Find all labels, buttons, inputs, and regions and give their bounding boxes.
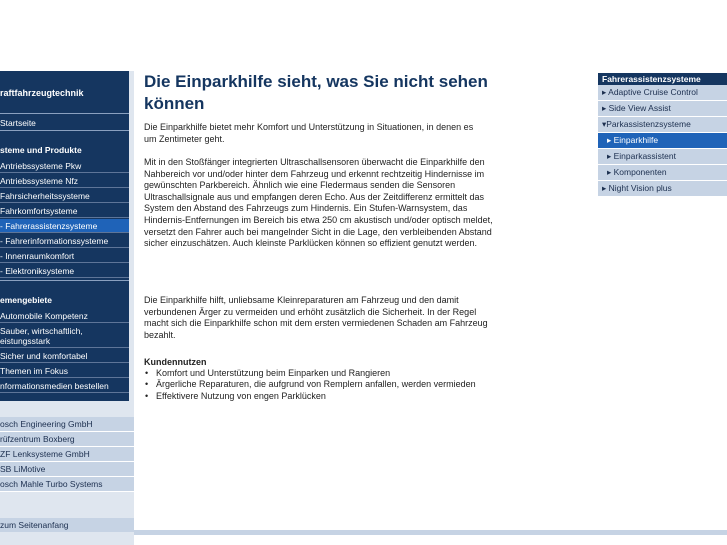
- right-subnav: [598, 73, 727, 197]
- sidebar-item[interactable]: Sicher und komfortabel: [0, 349, 129, 363]
- sidebar-item-active[interactable]: - Fahrerassistenzsysteme: [0, 219, 129, 233]
- back-to-top-link[interactable]: zum Seitenanfang: [0, 518, 134, 532]
- footer-bar: [134, 530, 727, 535]
- sidebar-item[interactable]: Themen im Fokus: [0, 364, 129, 378]
- benefits-list: [144, 368, 489, 402]
- sidebar-title: raftfahrzeugtechnik: [0, 88, 84, 98]
- page-title: Die Einparkhilfe sieht, was Sie nicht sehen können: [144, 72, 488, 113]
- list-item: • Effektivere Nutzung von engen Parklücken: [144, 391, 489, 402]
- partner-link[interactable]: osch Mahle Turbo Systems: [0, 477, 134, 492]
- subnav-item-parkassistenzsysteme[interactable]: ▾Parkassistenzsysteme: [598, 117, 727, 133]
- sidebar-item[interactable]: Antriebssysteme Pkw: [0, 159, 129, 173]
- sidebar-item[interactable]: - Elektroniksysteme: [0, 264, 129, 278]
- subnav-item-einparkhilfe[interactable]: ▸ Einparkhilfe: [598, 133, 727, 149]
- sidebar-link-startseite[interactable]: Startseite: [0, 116, 129, 131]
- sidebar-item[interactable]: - Fahrerinformationssysteme: [0, 234, 129, 248]
- sidebar-item[interactable]: Antriebssysteme Nfz: [0, 174, 129, 188]
- sidebar-item[interactable]: Fahrsicherheitssysteme: [0, 189, 129, 203]
- subnav-title: Fahrerassistenzsysteme: [598, 73, 727, 85]
- benefits-heading: Kundennutzen: [144, 357, 207, 367]
- list-item: • Ärgerliche Reparaturen, die aufgrund von Remplern anfallen, werden vermieden: [144, 379, 489, 390]
- subnav-item-komponenten[interactable]: ▸ Komponenten: [598, 165, 727, 181]
- intro-paragraph: Die Einparkhilfe bietet mehr Komfort und Unterstützung in Situationen, in denen es um Zentimeter geht.: [144, 122, 474, 144]
- subnav-item-einparkassistent[interactable]: ▸ Einparkassistent: [598, 149, 727, 165]
- body-paragraph: Die Einparkhilfe hilft, unliebsame Kleinreparaturen am Fahrzeug und den damit verbundenen Ärger zu vermeiden und erhöht zusätzlich die Sicherheit. In der Regel macht sich die Einparkhilfe schon mit dem ersten vermiedenen Schaden am Fahrzeug bezahlt.: [144, 295, 488, 340]
- divider: [0, 113, 129, 114]
- left-sidebar: [0, 71, 134, 545]
- partner-link[interactable]: rüfzentrum Boxberg: [0, 432, 134, 447]
- section-title-themes: emengebiete: [0, 295, 52, 305]
- sidebar-item[interactable]: Fahrkomfortsysteme: [0, 204, 129, 218]
- subnav-item-night-vision-plus[interactable]: ▸ Night Vision plus: [598, 181, 727, 197]
- section-title-systems: steme und Produkte: [0, 145, 82, 155]
- partner-link[interactable]: osch Engineering GmbH: [0, 417, 134, 432]
- sidebar-item[interactable]: nformationsmedien bestellen: [0, 379, 129, 393]
- list-item: • Komfort und Unterstützung beim Einparken und Rangieren: [144, 368, 489, 379]
- subnav-item-adaptive-cruise-control[interactable]: ▸ Adaptive Cruise Control: [598, 85, 727, 101]
- sidebar-item[interactable]: - Innenraumkomfort: [0, 249, 129, 263]
- body-paragraph: Mit in den Stoßfänger integrierten Ultraschallsensoren überwacht die Einparkhilfe den Nahbereich vor und/oder hinter dem Fahrzeug und erkennt rechtzeitig Hindernisse im gewünschten Parkbereich. Ähnlich wie eine Fledermaus senden die Sensoren Ultraschallsignale aus und empfangen deren Echo. Aus der Zeitdifferenz ermittelt das System den Abstand des Fahrzeugs zum Hindernis. Ein Stufen-Warnsystem, das Hindernis-Entfernungen im Bereich bis etwa 250 cm akustisch und/oder optisch meldet, versetzt den Fahrer auch bei mangelnder Sicht in die Lage, den verbleibenden Abstand sicher einzuschätzen. Auch kleinste Parklücken können so effizient genutzt werden.: [144, 157, 493, 249]
- sidebar-item[interactable]: Automobile Kompetenz: [0, 309, 129, 323]
- partner-link[interactable]: SB LiMotive: [0, 462, 134, 477]
- subnav-item-side-view-assist[interactable]: ▸ Side View Assist: [598, 101, 727, 117]
- sidebar-item[interactable]: Sauber, wirtschaftlich, eistungsstark: [0, 324, 129, 348]
- main-content: [144, 71, 494, 401]
- partner-link[interactable]: ZF Lenksysteme GmbH: [0, 447, 134, 462]
